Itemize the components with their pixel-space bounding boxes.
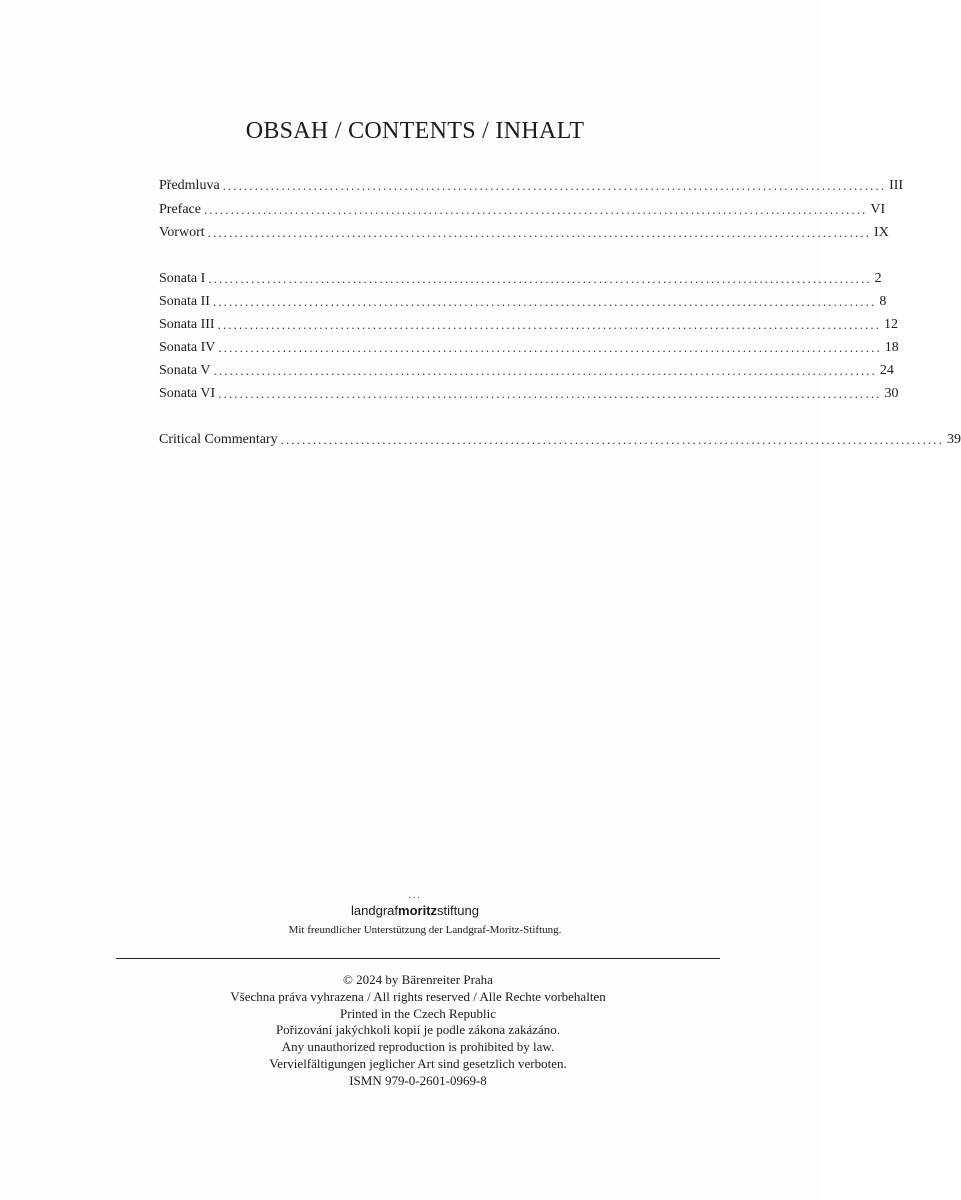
sponsor-logo bbox=[0, 903, 830, 918]
toc-entry-label: Předmluva bbox=[159, 178, 220, 193]
toc-leader-dots: ............................................................................................................................ bbox=[208, 271, 872, 286]
colophon bbox=[0, 972, 836, 1090]
toc-leader-dots: ............................................................................................................................ bbox=[280, 432, 944, 447]
toc-leader-dots: ............................................................................................................................ bbox=[203, 202, 868, 217]
toc-entry-label: Sonata V bbox=[159, 363, 211, 378]
toc-entry-sonata-5 bbox=[159, 359, 894, 379]
sponsor-logo-bold-part: moritz bbox=[398, 903, 438, 918]
toc-entry-label: Sonata IV bbox=[159, 340, 216, 355]
toc-entry-sonata-3 bbox=[159, 313, 898, 333]
sponsor-logo-dots: ... bbox=[408, 890, 422, 900]
sponsor-logo-part: landgraf bbox=[351, 903, 399, 918]
toc-entry-page: 24 bbox=[879, 363, 894, 378]
toc-entry-label: Sonata II bbox=[159, 294, 210, 309]
toc-leader-dots: ............................................................................................................................ bbox=[217, 317, 881, 332]
toc-entry-page: IX bbox=[874, 225, 889, 240]
copyright-line: © 2024 by Bärenreiter Praha bbox=[343, 972, 493, 987]
toc-entry-page: 8 bbox=[879, 294, 887, 309]
toc-entry-label: Sonata I bbox=[159, 271, 206, 286]
toc-entry-label: Vorwort bbox=[159, 225, 205, 240]
toc-leader-dots: ............................................................................................................................ bbox=[218, 340, 882, 355]
toc-leader-dots: ............................................................................................................................ bbox=[222, 178, 887, 193]
divider-line bbox=[116, 958, 720, 959]
english-warning-line: Any unauthorized reproduction is prohibited by law. bbox=[281, 1039, 555, 1055]
toc-entry-label: Sonata VI bbox=[159, 386, 216, 401]
sponsor-logo-part: stiftung bbox=[437, 903, 479, 918]
printed-line: Printed in the Czech Republic bbox=[340, 1005, 496, 1021]
toc-leader-dots: ............................................................................................................................ bbox=[207, 225, 872, 240]
page-title: OBSAH / CONTENTS / INHALT bbox=[245, 118, 585, 144]
toc-entry-sonata-6 bbox=[159, 382, 899, 402]
toc-entry-page: 2 bbox=[874, 271, 882, 286]
toc-leader-dots: ............................................................................................................................ bbox=[218, 386, 882, 401]
sponsor-acknowledgement: Mit freundlicher Unterstützung der Landgraf-Moritz-Stiftung. bbox=[288, 924, 562, 936]
toc-leader-dots: ............................................................................................................................ bbox=[213, 363, 877, 378]
toc-entry-predmluva bbox=[159, 174, 904, 194]
toc-entry-preface bbox=[159, 198, 886, 218]
toc-entry-label: Critical Commentary bbox=[159, 432, 278, 447]
toc-entry-sonata-1 bbox=[159, 267, 882, 287]
toc-entry-page: VI bbox=[870, 202, 886, 217]
toc-entry-label: Preface bbox=[159, 202, 201, 217]
toc-entry-page: 30 bbox=[884, 386, 899, 401]
german-warning-line: Vervielfältigungen jeglicher Art sind gesetzlich verboten. bbox=[269, 1055, 567, 1071]
toc-entry-page: III bbox=[889, 178, 904, 193]
ismn-line: ISMN 979-0-2601-0969-8 bbox=[349, 1072, 487, 1088]
toc-entry-vorwort bbox=[159, 221, 889, 241]
toc-entry-label: Sonata III bbox=[159, 317, 215, 332]
toc-entry-critical-commentary bbox=[159, 428, 961, 448]
toc-leader-dots: ............................................................................................................................ bbox=[212, 294, 877, 309]
toc-entry-page: 18 bbox=[884, 340, 899, 355]
toc-entry-sonata-4 bbox=[159, 336, 899, 356]
toc-entry-page: 12 bbox=[884, 317, 898, 332]
czech-warning-line: Pořizování jakýchkoli kopií je podle zákona zakázáno. bbox=[275, 1022, 561, 1038]
toc-entry-page: 39 bbox=[947, 432, 961, 447]
rights-line: Všechna práva vyhrazena / All rights reserved / Alle Rechte vorbehalten bbox=[230, 988, 606, 1004]
toc-entry-sonata-2 bbox=[159, 290, 887, 310]
